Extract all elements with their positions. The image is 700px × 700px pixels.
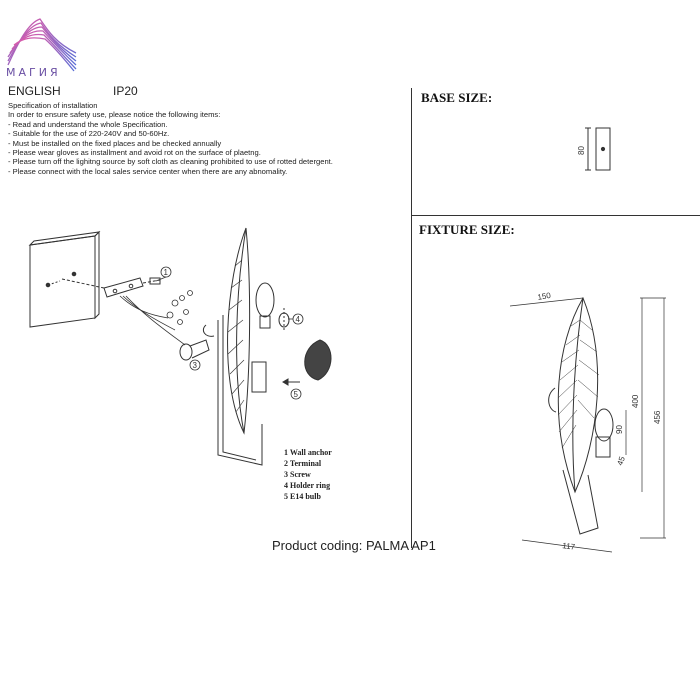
bulb-installation: [256, 283, 274, 328]
e14-bulb: [283, 340, 331, 385]
base-dim-label: 80: [577, 146, 586, 155]
wires: [120, 291, 193, 346]
spec-item: - Please wear gloves as installment and avoid rot on the surface of plaetng.: [8, 148, 261, 158]
legend-item: 2 Terminal: [284, 459, 322, 468]
dim-width-top: 150: [536, 290, 552, 302]
logo-text: МАГИЯ: [6, 66, 61, 79]
callout-1: 1: [163, 268, 168, 277]
spec-item: - Read and understand the whole Specification.: [8, 119, 168, 129]
fixture-size-title: FIXTURE SIZE:: [419, 222, 515, 237]
callout-5: 5: [293, 390, 298, 399]
dim-shade-height: 400: [631, 394, 640, 408]
callout-4: 4: [295, 315, 300, 324]
language-label: ENGLISH: [8, 84, 61, 98]
callout-3: 3: [192, 361, 197, 370]
spec-title: Specification of installation: [8, 101, 98, 110]
leaf-shade-installation: [203, 228, 266, 465]
screw: [180, 340, 209, 360]
fixture-dimension-lines: [510, 298, 666, 552]
dim-offset: 45: [615, 455, 627, 467]
dim-depth: 117: [561, 541, 576, 552]
holder-ring: [279, 308, 289, 332]
parts-legend: [284, 447, 332, 502]
base-plate-drawing: [585, 128, 610, 170]
legend-item: 5 E14 bulb: [284, 492, 321, 501]
legend-item: 3 Screw: [284, 470, 311, 479]
spec-item: - Please connect with the local sales service center when there are any abnomality.: [8, 166, 288, 176]
legend-item: 4 Holder ring: [284, 481, 331, 490]
spec-intro: In order to ensure safety use, please notice the following items:: [8, 110, 221, 120]
dim-total-height: 456: [653, 410, 662, 424]
legend-item: 1 Wall anchor: [284, 448, 332, 457]
spec-item: - Must be installed on the fixed places and be checked annually: [8, 138, 222, 148]
product-coding: Product coding: PALMA AP1: [272, 538, 436, 553]
base-size-title: BASE SIZE:: [421, 90, 493, 105]
dim-bulb-height: 90: [615, 425, 624, 434]
spec-item: - Please turn off the lighitng source by soft cloth as cleaning prohibited to use of rotted detergent.: [8, 157, 333, 167]
ip-rating: IP20: [113, 84, 138, 98]
mounting-bracket: [62, 278, 160, 297]
fixture-leaf-drawing: [549, 298, 613, 534]
spec-item: - Suitable for the use of 220-240V and 50-60Hz.: [8, 129, 170, 139]
